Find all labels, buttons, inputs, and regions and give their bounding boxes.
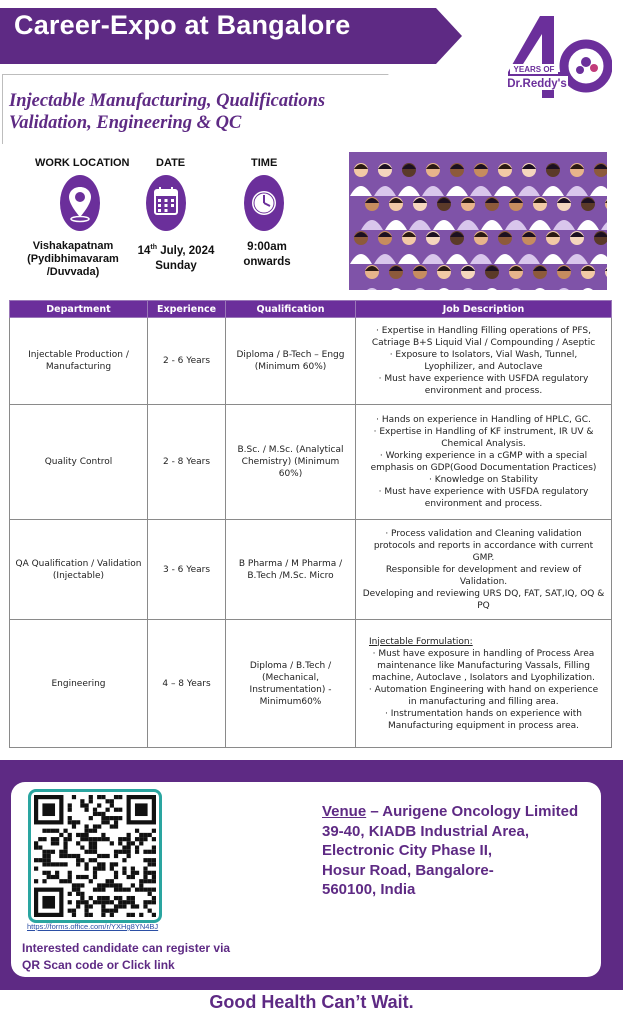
description-line: · Expertise in Handling of KF instrument, IR UV &	[373, 427, 594, 437]
date-month-year: July, 2024	[157, 244, 215, 257]
registration-qr-code[interactable]	[28, 789, 162, 923]
table-header-row	[10, 301, 612, 318]
logo-years-text: YEARS OF	[513, 65, 555, 74]
clock-icon	[244, 175, 284, 231]
table-row	[10, 620, 612, 748]
department-cell: Quality Control	[10, 405, 148, 520]
subtitle-line-1: Injectable Manufacturing, Qualifications	[9, 91, 326, 111]
qr-code-icon	[34, 795, 156, 917]
description-cell	[356, 620, 612, 748]
location-line-1: Vishakapatnam	[32, 240, 114, 252]
venue-name: – Aurigene Oncology Limited	[366, 803, 579, 820]
location-circle	[60, 175, 100, 231]
experience-cell: 2 - 8 Years	[148, 405, 226, 520]
qualification-cell: Diploma / B-Tech – Engg (Minimum 60%)	[226, 318, 356, 405]
description-line: · Instrumentation hands on experience with	[385, 708, 582, 719]
description-line: machine, Autoclave , Isolators and Lyophilization.	[372, 672, 595, 683]
description-line: Catriage B+S Liquid Vial / Compounding / Aseptic	[371, 338, 596, 348]
department-cell: Injectable Production / Manufacturing	[10, 318, 148, 405]
register-instructions	[22, 940, 282, 974]
page-subtitle	[9, 90, 389, 134]
description-line: · Must have experience with USFDA regulatory	[378, 487, 589, 497]
description-line: environment and process.	[424, 499, 543, 509]
venue-address-line: 560100, India	[322, 881, 416, 898]
header-job-description: Job Description	[356, 301, 612, 318]
venue-title	[322, 802, 582, 822]
description-line: Validation.	[459, 576, 508, 587]
department-cell: QA Qualification / Validation (Injectable)	[10, 520, 148, 620]
date-line	[128, 240, 224, 259]
description-line: maintenance like Manufacturing Vassals, Filling	[377, 660, 590, 671]
register-line-2: QR Scan code or Click link	[22, 958, 175, 972]
page-title: Career-Expo at Bangalore	[14, 10, 351, 40]
description-cell	[356, 318, 612, 405]
qualification-cell: B Pharma / M Pharma / B.Tech /M.Sc. Micro	[226, 520, 356, 620]
description-line: · Expertise in Handling Filling operations of PFS,	[376, 326, 591, 336]
time-line-1: 9:00am	[247, 241, 287, 253]
description-line: Manufacturing equipment in process area.	[387, 720, 580, 731]
time-value	[224, 240, 310, 270]
description-cell	[356, 405, 612, 520]
venue-address-line: Electronic City Phase II,	[322, 842, 493, 859]
tagline: Good Health Can’t Wait.	[209, 992, 414, 1012]
date-circle	[146, 175, 186, 231]
date-label: DATE	[156, 157, 186, 169]
description-line: · Process validation and Cleaning validation	[385, 528, 582, 539]
logo-brand-text: Dr.Reddy's	[507, 78, 567, 90]
description-line: · Hands on experience in Handling of HPLC, GC.	[376, 415, 591, 425]
location-pin-icon	[60, 175, 100, 231]
date-weekday: Sunday	[155, 259, 197, 272]
date-suffix: th	[150, 244, 158, 251]
venue-address-line: 39-40, KIADB Industrial Area,	[322, 822, 530, 840]
description-line: Developing and reviewing URS DQ, FAT, SAT,IQ, OQ &	[362, 588, 605, 599]
header-experience: Experience	[148, 301, 226, 318]
work-location-label: WORK LOCATION	[35, 157, 130, 169]
register-line-1: Interested candidate can register via	[22, 941, 231, 955]
header-qualification: Qualification	[226, 301, 356, 318]
description-line: · Knowledge on Stability	[429, 475, 538, 485]
description-line: · Working experience in a cGMP with a special	[379, 451, 588, 461]
description-line: protocols and reports in accordance with current	[373, 540, 594, 551]
header-department: Department	[10, 301, 148, 318]
calendar-icon	[146, 175, 186, 231]
time-line-2: onwards	[243, 256, 291, 268]
department-cell: Engineering	[10, 620, 148, 748]
venue-address-line: Hosur Road, Bangalore-	[322, 861, 494, 879]
experience-cell: 3 - 6 Years	[148, 520, 226, 620]
description-line: · Automation Engineering with hand on experience	[368, 684, 599, 695]
diverse-crowd-illustration	[349, 152, 607, 290]
description-line: emphasis on GDP(Good Documentation Practices)	[370, 463, 597, 473]
experience-cell: 4 – 8 Years	[148, 620, 226, 748]
description-heading: Injectable Formulation:	[369, 636, 473, 647]
time-label: TIME	[251, 157, 278, 169]
job-openings-table	[9, 300, 612, 748]
time-circle	[244, 175, 284, 231]
date-day: 14	[137, 244, 151, 257]
registration-form-link[interactable]: https://forms.office.com/r/YXHg8YN4BJ	[27, 922, 159, 931]
description-line: · Must have exposure in handling of Process Area	[372, 648, 595, 659]
qualification-cell: B.Sc. / M.Sc. (Analytical Chemistry) (Minimum 60%)	[226, 405, 356, 520]
venue-block	[322, 802, 582, 900]
venue-label: Venue	[322, 803, 367, 820]
description-line: Responsible for development and review of	[385, 564, 582, 575]
description-cell	[356, 520, 612, 620]
description-line: · Exposure to Isolators, Vial Wash, Tunnel,	[389, 350, 578, 360]
subtitle-line-2: Validation, Engineering & QC	[9, 113, 242, 133]
description-line: PQ	[477, 600, 490, 611]
dr-reddys-40-years-logo	[494, 14, 612, 106]
table-row	[10, 520, 612, 620]
location-line-3: /Duvvada)	[46, 266, 100, 278]
description-line: · Must have experience with USFDA regulatory	[378, 374, 589, 384]
table-row	[10, 318, 612, 405]
description-line: Chemical Analysis.	[441, 439, 526, 449]
qualification-cell: Diploma / B.Tech / (Mechanical, Instrumentation) - Minimum60%	[226, 620, 356, 748]
location-line-2: (Pydibhimavaram	[27, 253, 119, 265]
work-location-value	[18, 240, 128, 279]
description-line: environment and process.	[424, 386, 543, 396]
table-row	[10, 405, 612, 520]
date-value	[128, 240, 224, 274]
experience-cell: 2 - 6 Years	[148, 318, 226, 405]
description-line: in manufacturing and filling area.	[408, 696, 559, 707]
description-line: GMP.	[472, 552, 495, 563]
description-line: Lyophilizer, and Autoclave	[424, 362, 543, 372]
